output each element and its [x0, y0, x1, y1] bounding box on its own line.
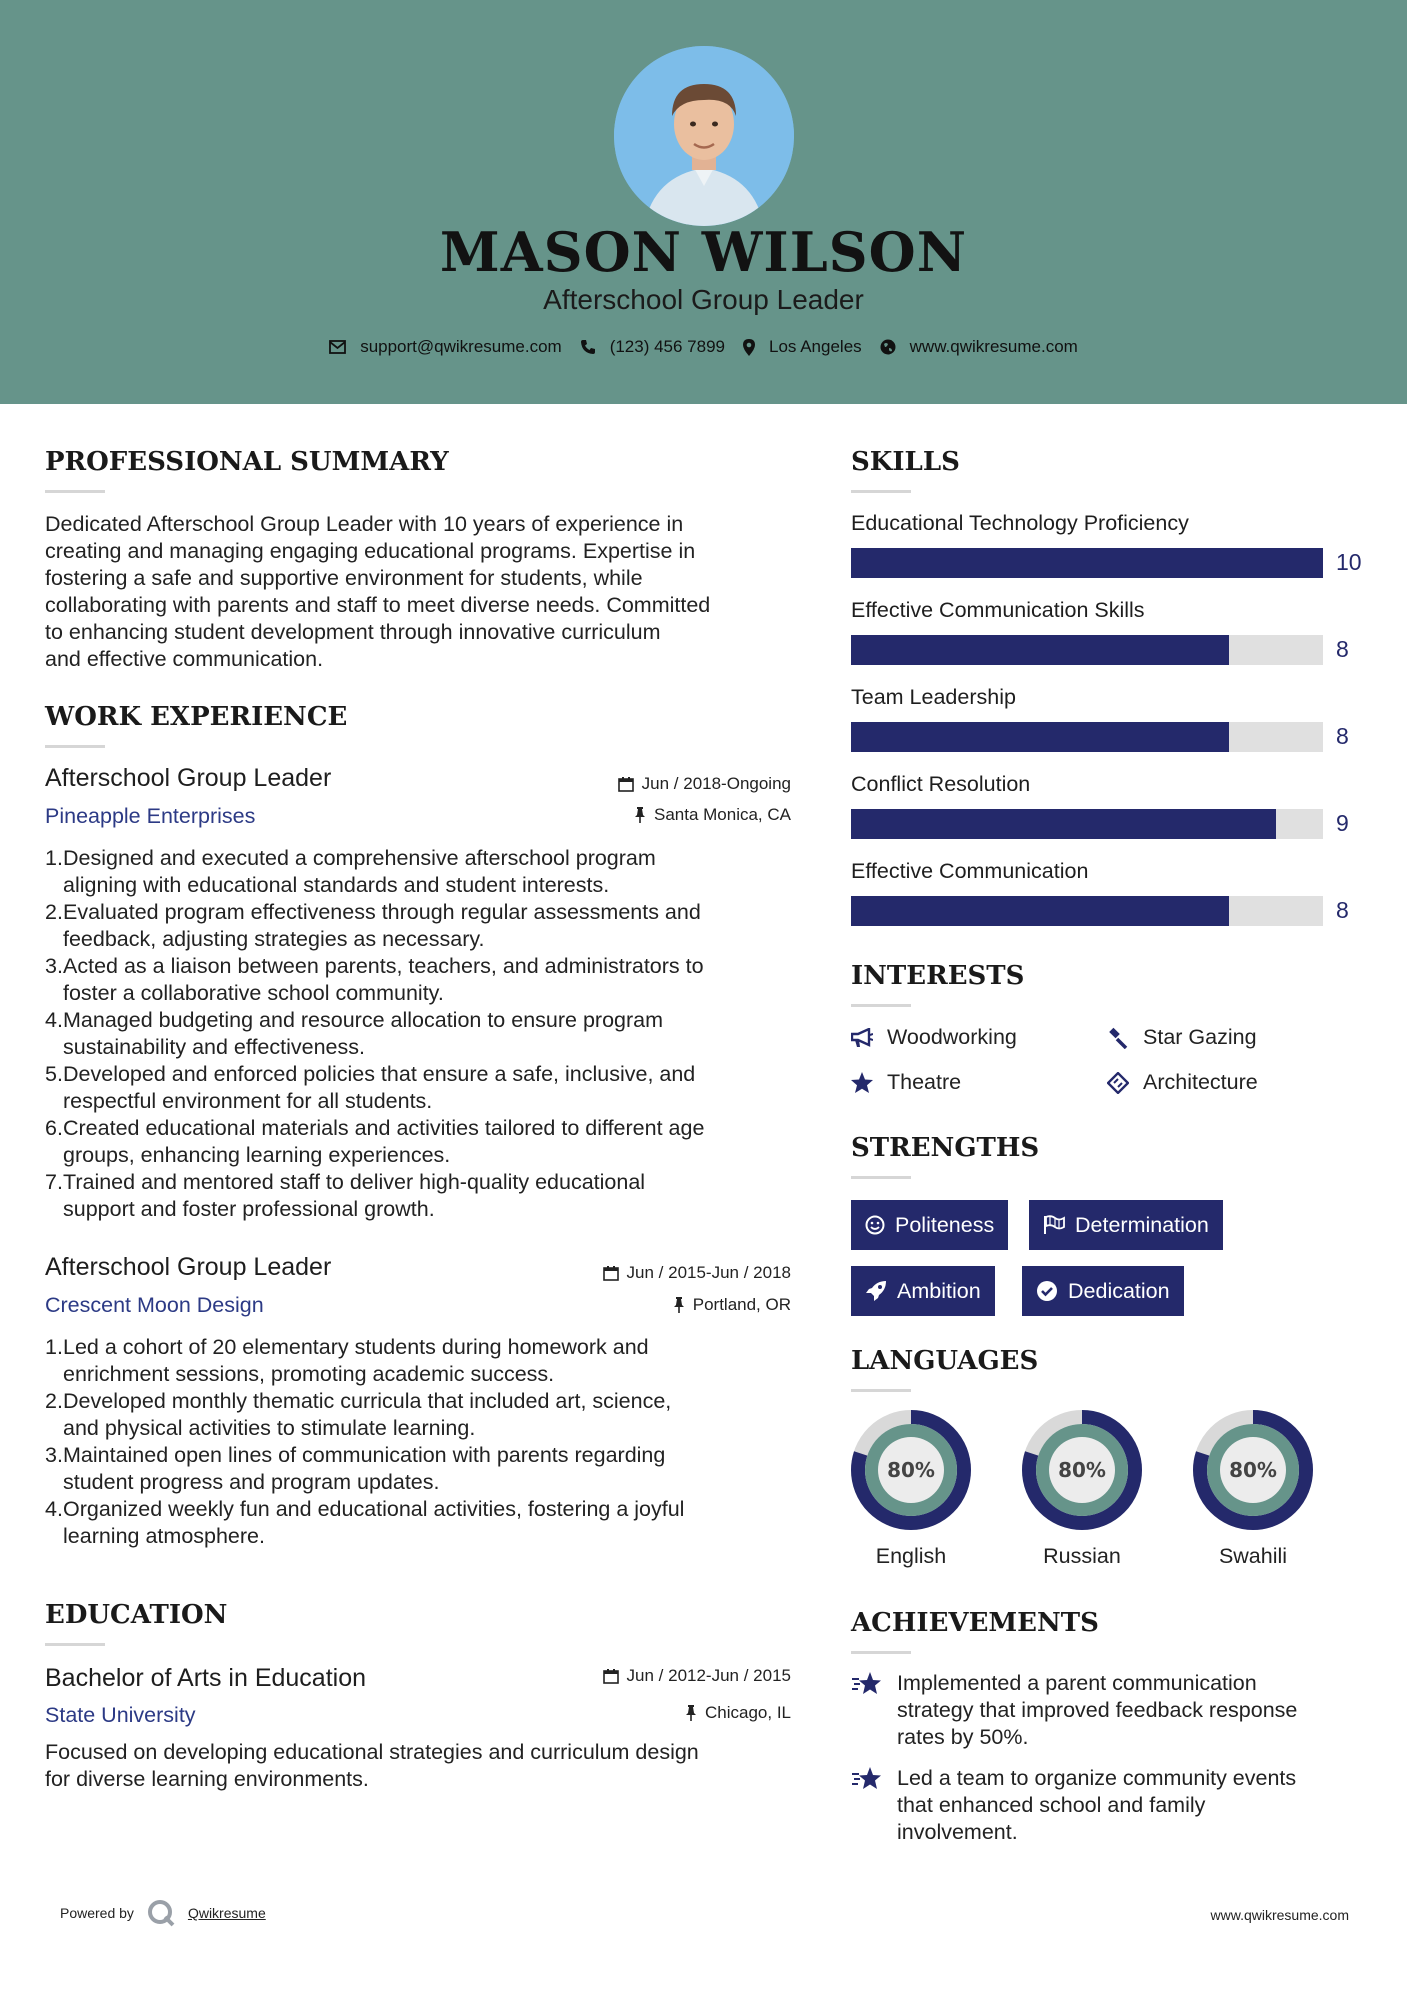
achievement-star-icon — [851, 1765, 883, 1793]
education-line: Focused on developing educational strategies and curriculum design — [45, 1740, 699, 1764]
list-item: 1. Led a cohort of 20 elementary students during homework and enrichment sessions, promoting academic success. — [45, 1335, 649, 1386]
strength-label: Determination — [1075, 1212, 1209, 1237]
language-ring — [1020, 1408, 1144, 1537]
job-title: Afterschool Group Leader — [45, 1253, 332, 1281]
strength-label: Politeness — [895, 1212, 995, 1237]
interest-item — [851, 1070, 961, 1095]
language-name: English — [875, 1544, 947, 1568]
summary-line: collaborating with parents and staff to meet diverse needs. Committed — [45, 593, 711, 617]
skill-name: Conflict Resolution — [851, 772, 1031, 796]
interest-label: Woodworking — [887, 1025, 1017, 1049]
contact-phone-text: (123) 456 7899 — [609, 337, 726, 356]
interests-rule — [851, 1004, 911, 1007]
achievement-text: Led a team to organize community events that enhanced school and family involvement. — [897, 1766, 1297, 1844]
list-item: 1. Designed and executed a comprehensive afterschool program aligning with educational standards and student interests. — [45, 846, 656, 897]
strength-badge — [851, 1266, 995, 1316]
calendar-icon — [618, 776, 634, 792]
skill-bar-track — [851, 896, 1323, 926]
achievement-text: Implemented a parent communication strategy that improved feedback response rates by 50%. — [897, 1671, 1298, 1749]
skills-rule — [851, 490, 911, 493]
envelope-icon — [329, 340, 346, 354]
profile-photo — [614, 46, 794, 226]
pin-icon — [685, 1705, 697, 1721]
skill-bar-fill — [851, 896, 1229, 926]
smile-icon — [865, 1215, 885, 1235]
job-location — [634, 805, 791, 825]
summary-text — [45, 511, 710, 673]
experience-heading: WORK EXPERIENCE — [45, 702, 348, 732]
gavel-icon — [1107, 1027, 1129, 1049]
education-dates-text: Jun / 2012-Jun / 2015 — [626, 1666, 791, 1685]
powered-by-text: Powered by — [60, 1905, 134, 1921]
job-title: Afterschool Group Leader — [45, 764, 332, 792]
footer-powered-by — [60, 1898, 266, 1928]
summary-line: and effective communication. — [45, 647, 324, 671]
achievement-star-icon — [851, 1670, 883, 1698]
list-item: 7. Trained and mentored staff to deliver high-quality educational support and foster professional growth. — [45, 1170, 646, 1221]
summary-heading: PROFESSIONAL SUMMARY — [45, 447, 449, 477]
job-dates-text: Jun / 2018-Ongoing — [641, 774, 791, 793]
footer-website[interactable]: www.qwikresume.com — [1210, 1907, 1349, 1923]
language-ring — [1191, 1408, 1315, 1537]
candidate-name: MASON WILSON — [439, 220, 968, 284]
job-company: Crescent Moon Design — [45, 1293, 264, 1317]
strength-badge — [851, 1200, 1008, 1250]
skill-name: Effective Communication Skills — [851, 598, 1145, 622]
languages-rule — [851, 1389, 911, 1392]
school-name: State University — [45, 1703, 196, 1727]
skill-bar-fill — [851, 809, 1276, 839]
job-dates — [618, 774, 791, 794]
job-bullets — [45, 845, 790, 1223]
skill-name: Team Leadership — [851, 685, 1016, 709]
calendar-icon — [603, 1668, 619, 1684]
skills-heading: SKILLS — [851, 447, 960, 477]
summary-line: to enhancing student development through innovative curriculum — [45, 620, 661, 644]
languages-heading: LANGUAGES — [851, 1346, 1039, 1376]
rocket-icon — [865, 1280, 887, 1302]
list-item: 5. Developed and enforced policies that ensure a safe, inclusive, and respectful environment for all students. — [45, 1062, 696, 1113]
interest-label: Theatre — [887, 1070, 962, 1094]
skill-value: 10 — [1336, 549, 1362, 575]
achievements-rule — [851, 1651, 911, 1654]
list-item: 4. Organized weekly fun and educational activities, fostering a joyful learning atmosphere. — [45, 1497, 685, 1548]
list-item: 3. Acted as a liaison between parents, teachers, and administrators to foster a collaborative school community. — [45, 954, 704, 1005]
interest-label: Architecture — [1143, 1070, 1258, 1094]
skill-value: 8 — [1336, 636, 1349, 662]
contact-location-text: Los Angeles — [769, 337, 862, 356]
globe-icon — [880, 339, 896, 355]
qwikresume-logo-icon — [146, 1898, 176, 1928]
skill-value: 8 — [1336, 723, 1349, 749]
ticket-icon — [1107, 1072, 1129, 1094]
strengths-rule — [851, 1176, 911, 1179]
job-location-text: Santa Monica, CA — [653, 805, 791, 824]
language-percent: 80% — [1229, 1458, 1277, 1482]
contact-email[interactable] — [329, 337, 562, 357]
skill-bar-fill — [851, 635, 1229, 665]
language-name: Swahili — [1218, 1544, 1288, 1568]
list-item: 4. Managed budgeting and resource allocation to ensure program sustainability and effectiveness. — [45, 1008, 664, 1059]
skill-name: Educational Technology Proficiency — [851, 511, 1189, 535]
list-item: 2. Evaluated program effectiveness through regular assessments and feedback, adjusting strategies as necessary. — [45, 900, 701, 951]
candidate-title: Afterschool Group Leader — [543, 284, 864, 315]
job-bullets — [45, 1334, 790, 1550]
degree-title: Bachelor of Arts in Education — [45, 1664, 367, 1692]
summary-rule — [45, 490, 105, 493]
interest-item — [851, 1025, 1017, 1050]
contact-email-text: support@qwikresume.com — [360, 337, 562, 356]
language-name: Russian — [1043, 1544, 1121, 1568]
calendar-icon — [603, 1265, 619, 1281]
brand-link[interactable]: Qwikresume — [187, 1905, 266, 1921]
job-location-text: Portland, OR — [692, 1295, 791, 1314]
job-dates — [603, 1263, 791, 1283]
check-circle-icon — [1036, 1280, 1058, 1302]
summary-line: creating and managing engaging educational programs. Expertise in — [45, 539, 696, 563]
achievements-heading: ACHIEVEMENTS — [851, 1608, 1099, 1638]
bullhorn-icon — [851, 1028, 873, 1048]
job-company: Pineapple Enterprises — [45, 804, 256, 828]
strengths-heading: STRENGTHS — [851, 1133, 1040, 1163]
strength-label: Ambition — [897, 1278, 981, 1303]
summary-line: fostering a safe and supportive environment for students, while — [45, 566, 643, 590]
list-item: 3. Maintained open lines of communication with parents regarding student progress and program updates. — [45, 1443, 666, 1494]
interest-label: Star Gazing — [1143, 1025, 1257, 1049]
language-ring — [849, 1408, 973, 1537]
achievement-item — [851, 1765, 1296, 1846]
skill-bar-track — [851, 635, 1323, 665]
experience-rule — [45, 745, 105, 748]
list-item: 2. Developed monthly thematic curricula that included art, science, and physical activities to stimulate learning. — [45, 1389, 672, 1440]
strength-badge — [1022, 1266, 1184, 1316]
interest-item — [1107, 1070, 1258, 1095]
skill-value: 9 — [1336, 810, 1349, 836]
education-dates — [603, 1666, 791, 1686]
skill-value: 8 — [1336, 897, 1349, 923]
skill-bar-fill — [851, 548, 1323, 578]
star-icon — [851, 1072, 873, 1093]
education-location-text: Chicago, IL — [705, 1703, 791, 1722]
skill-bar-fill — [851, 722, 1229, 752]
education-line: for diverse learning environments. — [45, 1767, 369, 1791]
pin-icon — [634, 807, 646, 823]
contact-website[interactable] — [880, 337, 1078, 357]
resume-header — [0, 0, 1407, 404]
interests-heading: INTERESTS — [851, 961, 1025, 991]
phone-icon — [580, 339, 596, 355]
language-percent: 80% — [1058, 1458, 1106, 1482]
map-marker-icon — [743, 339, 755, 356]
education-location — [685, 1703, 791, 1723]
contact-phone[interactable] — [580, 337, 725, 357]
skill-bar-track — [851, 722, 1323, 752]
strength-badge — [1029, 1200, 1223, 1250]
strength-label: Dedication — [1068, 1278, 1170, 1303]
education-rule — [45, 1643, 105, 1646]
language-percent: 80% — [887, 1458, 935, 1482]
education-heading: EDUCATION — [45, 1600, 228, 1630]
contact-location — [743, 337, 862, 357]
summary-line: Dedicated Afterschool Group Leader with 10 years of experience in — [45, 512, 684, 536]
education-description — [45, 1739, 699, 1793]
skill-bar-track — [851, 809, 1323, 839]
job-location — [673, 1295, 791, 1315]
contact-bar — [0, 337, 1407, 357]
list-item: 6. Created educational materials and activities tailored to different age groups, enhancing learning experiences. — [45, 1116, 705, 1167]
flag-icon — [1043, 1215, 1065, 1235]
skill-name: Effective Communication — [851, 859, 1089, 883]
skill-bar-track — [851, 548, 1323, 578]
achievement-item — [851, 1670, 1297, 1751]
contact-website-text: www.qwikresume.com — [909, 337, 1078, 356]
job-dates-text: Jun / 2015-Jun / 2018 — [626, 1263, 791, 1282]
interest-item — [1107, 1025, 1257, 1050]
pin-icon — [673, 1297, 685, 1313]
